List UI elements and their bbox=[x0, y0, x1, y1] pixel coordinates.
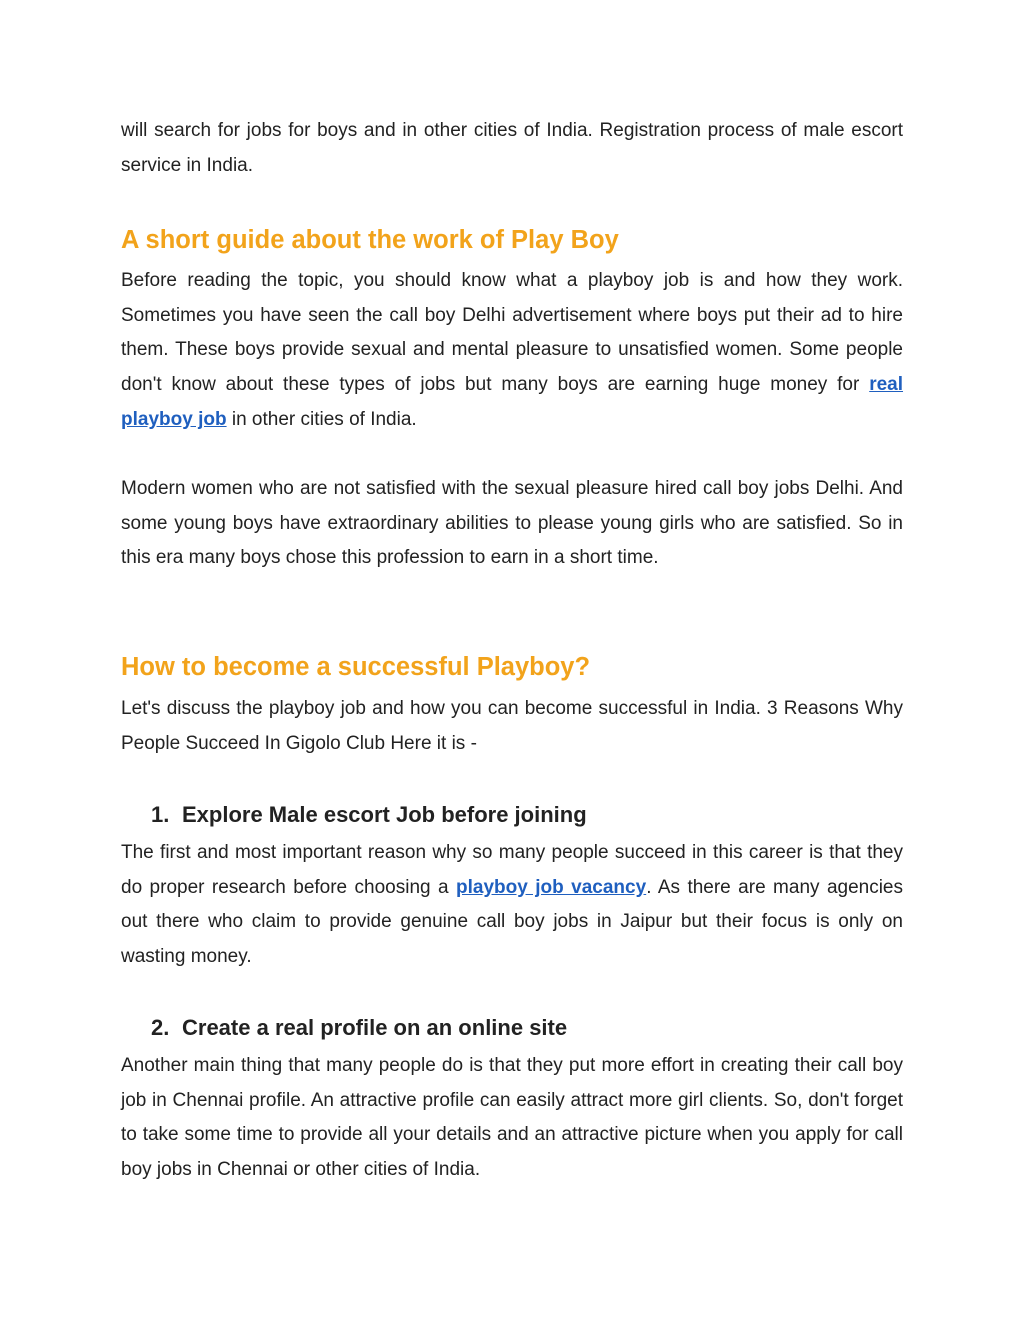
list-item-number-2: 2. bbox=[151, 1015, 170, 1040]
list-item-heading-2 bbox=[121, 1013, 903, 1043]
section-heading-successful-playboy: How to become a successful Playboy? bbox=[121, 653, 591, 681]
list-item-title-1: Explore Male escort Job before joining bbox=[182, 802, 587, 827]
list-item-paragraph-2: Another main thing that many people do is that they put more effort in creating their call boy job in Chennai profile. An attractive profile can easily attract more girl clients. So, don't forget to take some time to provide all your details and an attractive picture when you apply for call boy jobs in Chennai or other cities of India. bbox=[121, 1055, 903, 1181]
list-item-paragraph-1 bbox=[121, 836, 903, 975]
guide-paragraph-2: Modern women who are not satisfied with the sexual pleasure hired call boy jobs Delhi. And some young boys have extraordinary abilities to please young girls who are satisfied. So in this era many boys chose this profession to earn in a short time. bbox=[121, 478, 903, 569]
real-playboy-job-link[interactable]: real playboy job bbox=[121, 374, 904, 430]
success-intro-paragraph: Let's discuss the playboy job and how you can become successful in India. 3 Reasons Why People Succeed In Gigolo Club Here it is - bbox=[121, 698, 903, 754]
guide-paragraph-1-tail: in other cities of India. bbox=[226, 408, 417, 430]
intro-paragraph: will search for jobs for boys and in other cities of India. Registration process of male escort service in India. bbox=[121, 120, 903, 176]
list-item-paragraph-1-tail: . As there are many agencies out there who claim to provide genuine call boy jobs in Jaipur but their focus is only on wasting money. bbox=[121, 876, 903, 968]
section-heading-playboy-guide: A short guide about the work of Play Boy bbox=[121, 226, 619, 254]
list-item-number-1: 1. bbox=[151, 802, 170, 827]
guide-paragraph-1 bbox=[121, 264, 903, 438]
playboy-job-vacancy-link[interactable]: playboy job vacancy bbox=[456, 876, 647, 898]
list-item-paragraph-1-text: The first and most important reason why so many people succeed in this career is that they do proper research before choosing a bbox=[121, 842, 903, 898]
guide-paragraph-1-text: Before reading the topic, you should know what a playboy job is and how they work. Sometimes you have seen the call boy Delhi advertisement where boys put their ad to hire them. These boys provide sexual and mental pleasure to unsatisfied women. Some people don't know about these types of jobs but many boys are earning huge money for bbox=[121, 270, 903, 396]
list-item-heading-1 bbox=[121, 800, 903, 830]
list-item-title-2: Create a real profile on an online site bbox=[182, 1015, 568, 1040]
